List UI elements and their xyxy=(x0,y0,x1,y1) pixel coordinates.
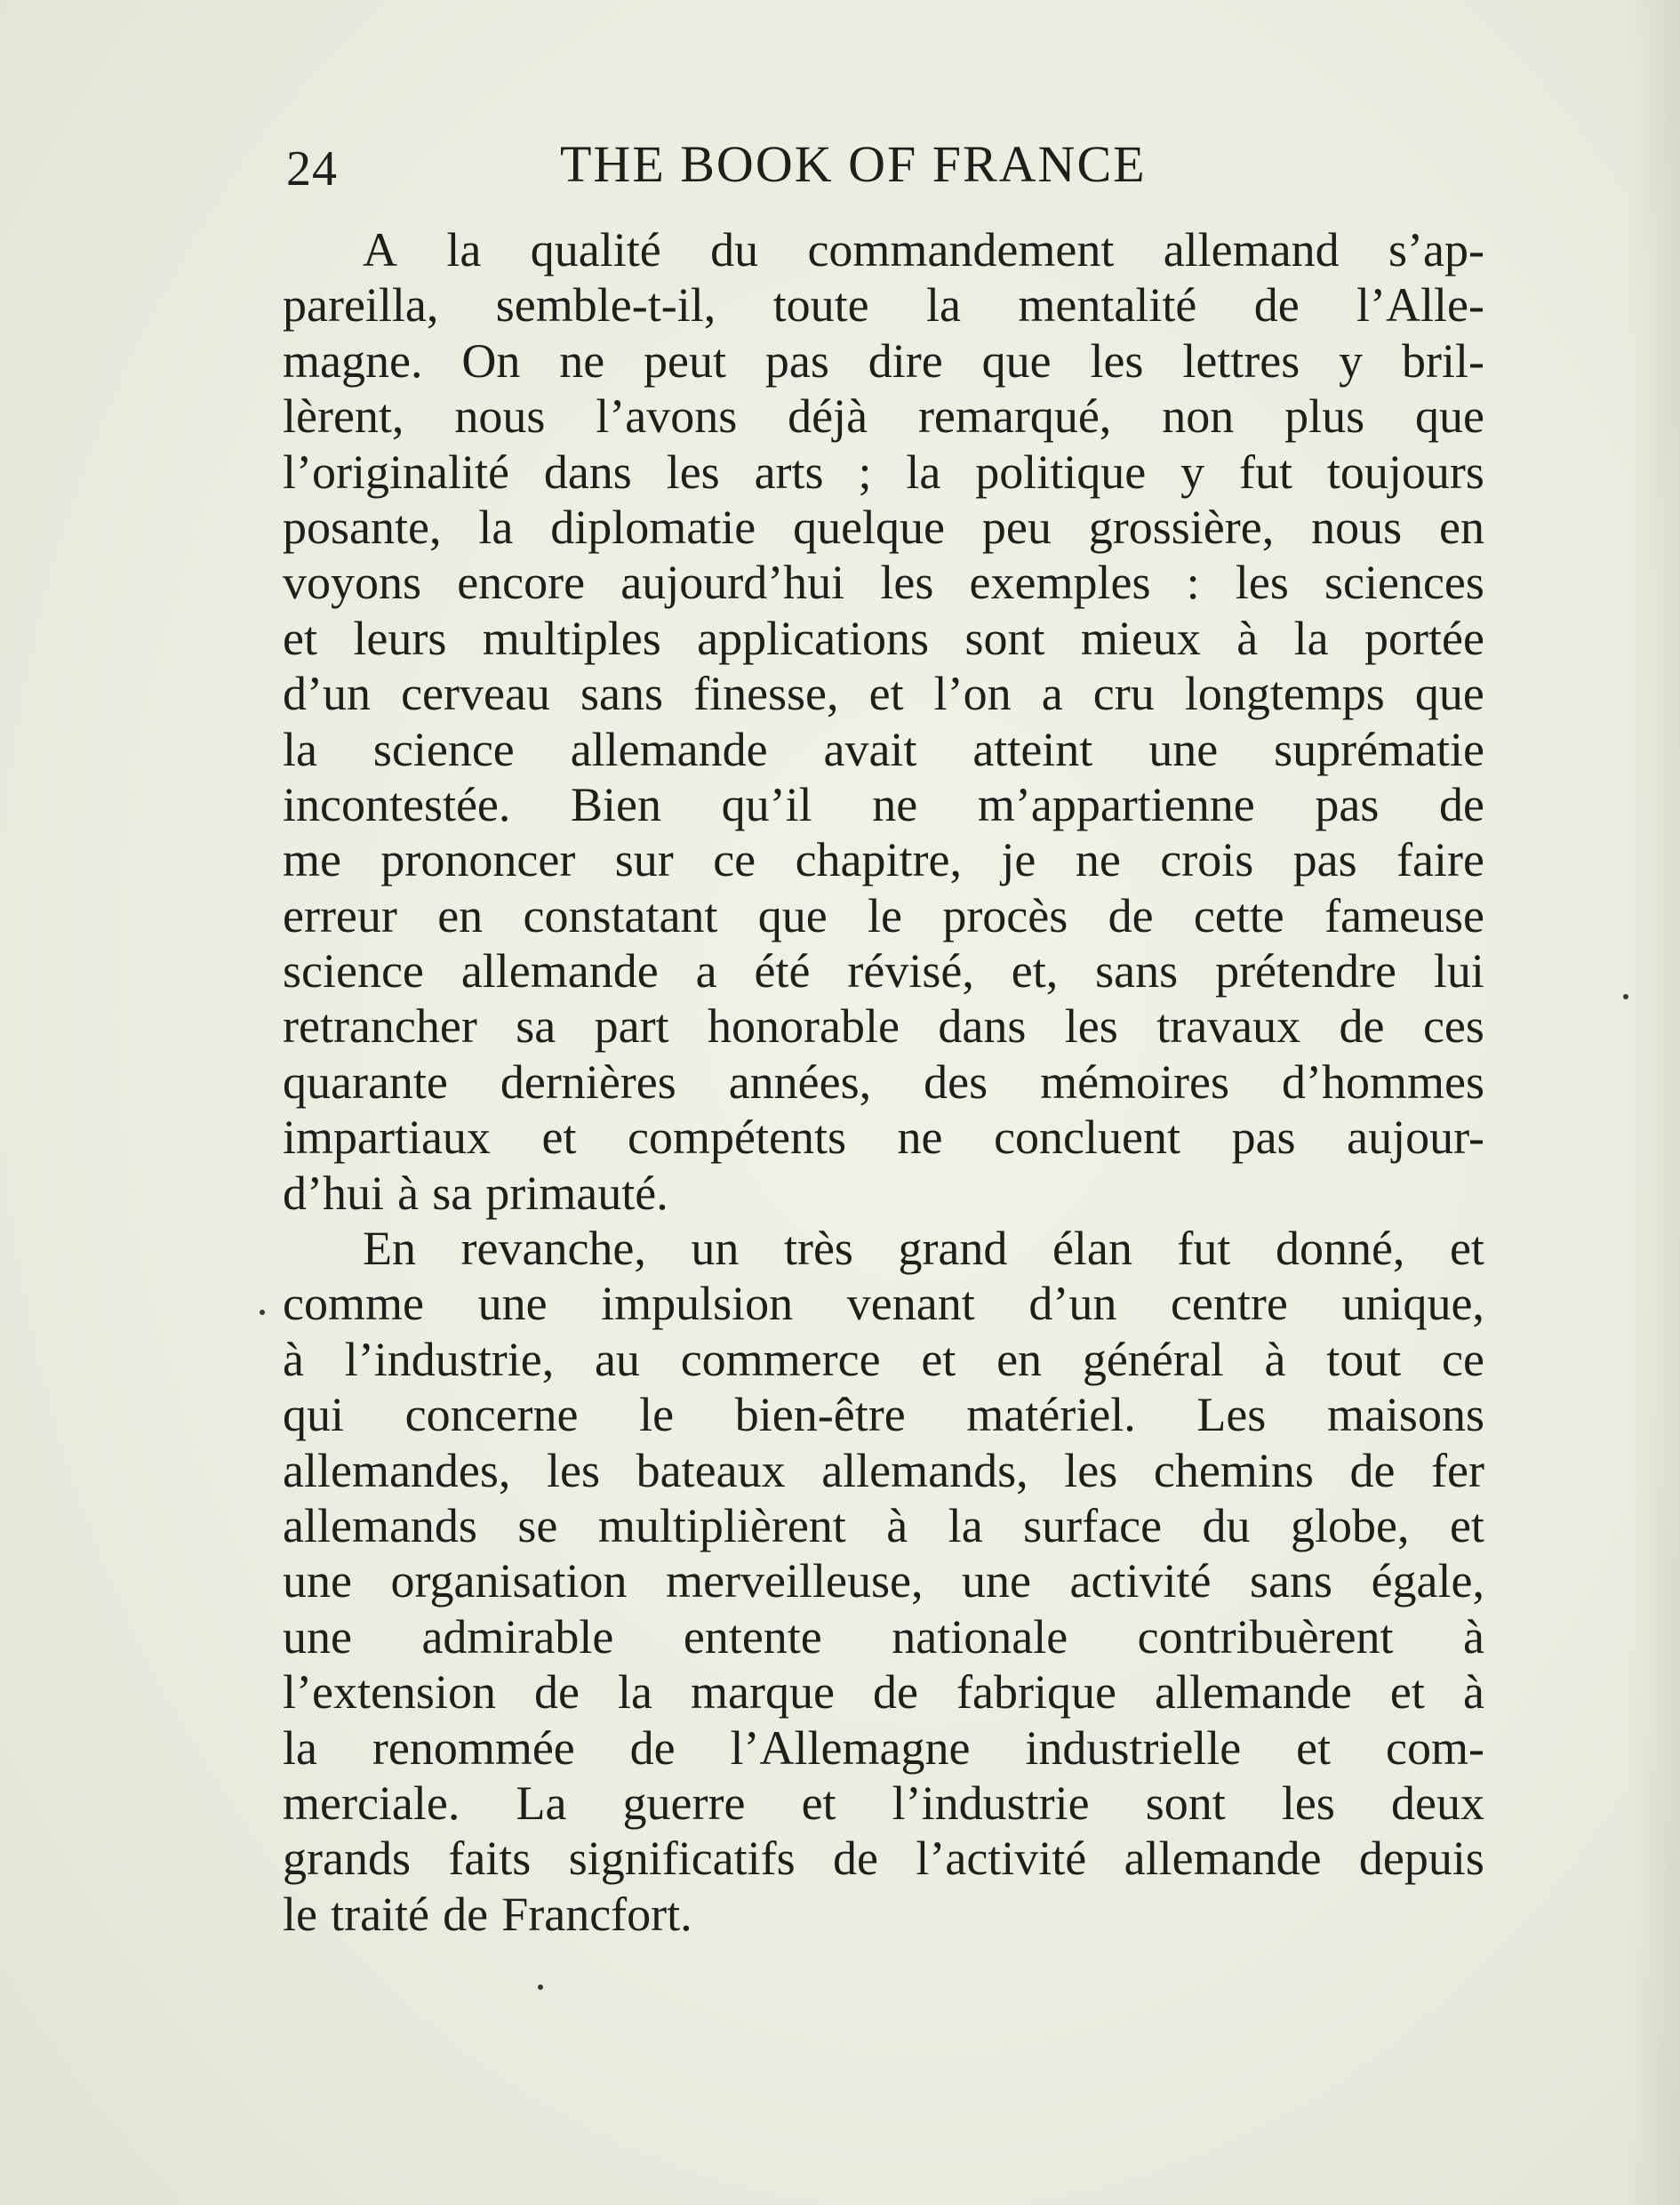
word: En xyxy=(363,1222,416,1276)
word: pas xyxy=(1231,1111,1296,1165)
word: allemands, xyxy=(821,1443,1028,1497)
word: l’on xyxy=(933,667,1012,721)
word: de xyxy=(1253,278,1300,333)
word: impartiaux xyxy=(283,1111,491,1165)
word: impulsion xyxy=(601,1277,794,1331)
word: à xyxy=(886,1498,908,1552)
word: le xyxy=(283,1887,317,1941)
word: matériel. xyxy=(966,1388,1136,1442)
word: contribuèrent xyxy=(1137,1609,1394,1664)
word: ces xyxy=(1422,999,1484,1054)
word: en xyxy=(996,1332,1043,1386)
word: l’Allemagne xyxy=(730,1720,971,1775)
word: non xyxy=(1162,389,1235,444)
word: tout xyxy=(1326,1332,1402,1386)
word: suprématie xyxy=(1274,722,1484,776)
word: lui xyxy=(1433,944,1484,998)
word: peu xyxy=(981,500,1052,554)
word: cette xyxy=(1193,888,1284,942)
text-line xyxy=(283,1720,1484,1776)
word: arts xyxy=(754,445,824,499)
word: com- xyxy=(1386,1720,1484,1775)
word: de xyxy=(1339,999,1385,1054)
word: dans xyxy=(543,445,632,499)
word: : xyxy=(1186,556,1200,610)
word: l’Alle- xyxy=(1356,278,1484,333)
word: commerce xyxy=(680,1332,881,1386)
word: la xyxy=(1293,611,1329,665)
text-line xyxy=(283,333,1484,389)
word: grossière, xyxy=(1088,500,1275,554)
word: encore xyxy=(457,556,586,610)
word: globe, xyxy=(1291,1498,1410,1552)
word: qui xyxy=(283,1388,345,1442)
word: pas xyxy=(1315,777,1380,831)
word: longtemps xyxy=(1184,667,1385,721)
text-line xyxy=(283,1110,1484,1165)
word: mieux xyxy=(1080,611,1201,665)
word: à xyxy=(1264,1332,1286,1386)
page-number: 24 xyxy=(286,141,338,196)
word: et xyxy=(1389,1665,1425,1720)
text-line xyxy=(283,1887,1484,1942)
word: qu’il xyxy=(721,777,812,831)
word: lèrent, xyxy=(283,389,404,444)
word: La xyxy=(516,1776,567,1830)
word: y xyxy=(1339,333,1364,388)
word: révisé, xyxy=(847,944,974,998)
word: et xyxy=(921,1332,956,1386)
word: prétendre xyxy=(1215,944,1396,998)
word: de xyxy=(534,1665,580,1720)
paper-speck xyxy=(538,1984,543,1990)
word: voyons xyxy=(283,556,422,610)
word: de xyxy=(1438,777,1484,831)
text-line xyxy=(283,666,1484,721)
word: revanche, xyxy=(460,1222,646,1276)
word: et xyxy=(1449,1222,1484,1276)
word: maisons xyxy=(1326,1388,1484,1442)
word: semble-t-il, xyxy=(495,278,716,333)
word: posante, xyxy=(283,500,442,554)
word: y xyxy=(1180,445,1205,499)
word: donné, xyxy=(1275,1222,1405,1276)
word: ; xyxy=(858,445,872,499)
word: concluent xyxy=(994,1111,1180,1165)
word: le xyxy=(868,888,902,942)
word: m’appartienne xyxy=(977,777,1255,831)
word: les xyxy=(1064,1443,1118,1497)
word: s’ap- xyxy=(1388,223,1484,277)
word: et xyxy=(1296,1720,1332,1775)
word: pas xyxy=(1292,833,1357,887)
text-line xyxy=(283,445,1484,500)
word: pareilla, xyxy=(283,278,439,333)
text-line xyxy=(283,1498,1484,1553)
text-line xyxy=(283,998,1484,1054)
word: l’industrie, xyxy=(344,1332,555,1386)
word: Les xyxy=(1196,1388,1267,1442)
word: fer xyxy=(1431,1443,1484,1497)
word: ne xyxy=(1075,833,1121,887)
word: deux xyxy=(1390,1776,1484,1830)
text-line xyxy=(283,222,1484,277)
word: renommée xyxy=(372,1720,575,1775)
word: toute xyxy=(772,278,869,333)
text-line xyxy=(283,1332,1484,1387)
word: qualité xyxy=(530,223,661,277)
word: pas xyxy=(764,333,829,388)
text-line xyxy=(283,1443,1484,1498)
word: les xyxy=(880,556,934,610)
word: venant xyxy=(846,1277,975,1331)
word: les xyxy=(1064,999,1118,1054)
word: lettres xyxy=(1182,333,1300,388)
text-line xyxy=(283,1387,1484,1442)
word: merciale. xyxy=(283,1776,460,1830)
word: sur xyxy=(614,833,674,887)
word: merveilleuse, xyxy=(666,1554,924,1608)
word: chapitre, xyxy=(795,833,962,887)
word: la xyxy=(478,500,514,554)
word: peut xyxy=(644,333,727,388)
text-line xyxy=(283,1553,1484,1608)
word: sa xyxy=(516,999,556,1054)
word: ne xyxy=(559,333,605,388)
word: et xyxy=(283,611,317,665)
text-line xyxy=(283,1054,1484,1110)
word: industrielle xyxy=(1025,1720,1242,1775)
word: du xyxy=(1202,1498,1251,1552)
word: portée xyxy=(1364,611,1484,665)
word: années, xyxy=(728,1054,872,1109)
word: que xyxy=(1414,667,1484,721)
word: sans xyxy=(1095,944,1179,998)
word: et xyxy=(801,1776,836,1830)
word: marque xyxy=(691,1665,835,1720)
word: que xyxy=(757,888,828,942)
word: de xyxy=(629,1720,676,1775)
paper-speck xyxy=(260,1310,265,1315)
word: des xyxy=(924,1054,988,1109)
word: un xyxy=(691,1222,740,1276)
word: remarqué, xyxy=(917,389,1112,444)
word: une xyxy=(283,1554,352,1608)
word: magne. xyxy=(283,333,423,388)
word: une xyxy=(962,1554,1031,1608)
word: l’industrie xyxy=(892,1776,1090,1830)
text-line xyxy=(283,1776,1484,1831)
word: sans xyxy=(580,667,663,721)
text-line xyxy=(283,1831,1484,1886)
text-line xyxy=(283,1609,1484,1664)
paper-speck xyxy=(1623,994,1628,999)
word: concerne xyxy=(404,1388,579,1442)
word: l’originalité xyxy=(283,445,509,499)
word: sans xyxy=(1250,1554,1333,1608)
word: aujour- xyxy=(1347,1111,1484,1165)
word: d’hui xyxy=(283,1166,384,1220)
word: ce xyxy=(1441,1332,1484,1386)
body-text xyxy=(283,222,1484,1942)
text-line xyxy=(283,832,1484,887)
word: fabrique xyxy=(956,1665,1116,1720)
word: quelque xyxy=(793,500,946,554)
word: la xyxy=(906,445,941,499)
text-line xyxy=(283,722,1484,777)
word: de xyxy=(1108,888,1154,942)
word: leurs xyxy=(353,611,447,665)
word: On xyxy=(461,333,521,388)
word: part xyxy=(594,999,669,1054)
word: allemande xyxy=(1124,1832,1322,1886)
word: significatifs xyxy=(568,1832,796,1886)
word: Bien xyxy=(571,777,662,831)
text-line xyxy=(283,555,1484,610)
word: la xyxy=(283,722,317,776)
word: que xyxy=(981,333,1052,388)
word: bateaux xyxy=(636,1443,786,1497)
word: travaux xyxy=(1156,999,1301,1054)
word: retrancher xyxy=(283,999,477,1054)
word: organisation xyxy=(390,1554,628,1608)
word: activité xyxy=(1069,1554,1212,1608)
word: faits xyxy=(448,1832,532,1886)
word: d’un xyxy=(283,667,371,721)
word: multiplièrent xyxy=(597,1498,846,1552)
word: les xyxy=(547,1443,601,1497)
word: été xyxy=(754,944,811,998)
text-line xyxy=(283,1664,1484,1720)
word: une xyxy=(1148,722,1219,776)
word: compétents xyxy=(628,1111,846,1165)
word: fut xyxy=(1177,1222,1231,1276)
word: l’extension xyxy=(283,1665,496,1720)
word: finesse, xyxy=(693,667,839,721)
text-line xyxy=(283,943,1484,998)
word: prononcer xyxy=(380,833,576,887)
word: diplomatie xyxy=(550,500,756,554)
text-line xyxy=(283,277,1484,333)
word: de xyxy=(443,1887,489,1941)
word: l’activité xyxy=(916,1832,1087,1886)
word: sciences xyxy=(1324,556,1484,610)
word: fameuse xyxy=(1324,888,1484,942)
word: procès xyxy=(942,888,1068,942)
text-line xyxy=(283,389,1484,444)
word: honorable xyxy=(708,999,900,1054)
word: erreur xyxy=(283,888,397,942)
word: la xyxy=(283,1720,317,1775)
word: à xyxy=(1236,611,1259,665)
word: applications xyxy=(697,611,930,665)
word: dernières xyxy=(500,1054,676,1109)
word: dans xyxy=(938,999,1027,1054)
word: général xyxy=(1082,1332,1224,1386)
word: de xyxy=(873,1665,918,1720)
word: cru xyxy=(1092,667,1155,721)
word: égale, xyxy=(1371,1554,1484,1608)
word: exemples xyxy=(969,556,1151,610)
word: sont xyxy=(1145,1776,1226,1830)
word: sont xyxy=(964,611,1045,665)
word: et xyxy=(1449,1498,1484,1552)
text-line xyxy=(283,777,1484,832)
word: guerre xyxy=(622,1776,746,1830)
word: allemande xyxy=(1154,1665,1352,1720)
word: constatant xyxy=(523,888,718,942)
word: et xyxy=(868,667,904,721)
word: bril- xyxy=(1402,333,1484,388)
word: le xyxy=(639,1388,675,1442)
word: faire xyxy=(1396,833,1484,887)
word: science xyxy=(283,944,424,998)
word: avait xyxy=(823,722,917,776)
word: mémoires xyxy=(1040,1054,1230,1109)
word: surface xyxy=(1023,1498,1163,1552)
word: unique, xyxy=(1341,1277,1484,1331)
word: aujourd’hui xyxy=(620,556,845,610)
word: une xyxy=(283,1609,352,1664)
word: se xyxy=(517,1498,558,1552)
word: à xyxy=(1462,1665,1484,1720)
word: de xyxy=(833,1832,878,1886)
word: chemins xyxy=(1153,1443,1314,1497)
word: A xyxy=(363,223,397,277)
word: science xyxy=(372,722,515,776)
word: à xyxy=(283,1332,304,1386)
word: l’avons xyxy=(596,389,738,444)
word: la xyxy=(446,223,482,277)
word: Francfort. xyxy=(501,1887,692,1941)
word: allemandes, xyxy=(283,1443,511,1497)
text-line xyxy=(283,888,1484,943)
word: atteint xyxy=(972,722,1093,776)
word: a xyxy=(695,944,717,998)
word: allemands xyxy=(283,1498,477,1552)
word: en xyxy=(1439,500,1484,554)
word: déjà xyxy=(788,389,868,444)
word: les xyxy=(1235,556,1289,610)
word: ce xyxy=(713,833,756,887)
word: allemand xyxy=(1163,223,1340,277)
word: cerveau xyxy=(401,667,550,721)
word: allemande xyxy=(460,944,659,998)
word: au xyxy=(594,1332,640,1386)
word: bien-être xyxy=(734,1388,906,1442)
word: politique xyxy=(975,445,1147,499)
word: admirable xyxy=(421,1609,614,1664)
word: multiples xyxy=(482,611,661,665)
word: centre xyxy=(1170,1277,1288,1331)
word: et xyxy=(541,1111,577,1165)
text-line xyxy=(283,611,1484,666)
word: ne xyxy=(872,777,918,831)
word: grands xyxy=(283,1832,411,1886)
word: que xyxy=(1415,389,1484,444)
word: dire xyxy=(868,333,943,388)
page-edge-shadow xyxy=(1627,0,1680,2205)
word: commandement xyxy=(807,223,1115,277)
word: toujours xyxy=(1326,445,1484,499)
word: plus xyxy=(1284,389,1365,444)
word: comme xyxy=(283,1277,424,1331)
word: nationale xyxy=(892,1609,1068,1664)
word: entente xyxy=(683,1609,822,1664)
word: primauté. xyxy=(485,1166,668,1220)
word: les xyxy=(1281,1776,1335,1830)
word: très xyxy=(783,1222,853,1276)
word: allemande xyxy=(570,722,768,776)
word: fut xyxy=(1238,445,1292,499)
word: du xyxy=(710,223,759,277)
word: la xyxy=(926,278,961,333)
word: de xyxy=(1349,1443,1396,1497)
word: à xyxy=(397,1166,420,1220)
text-line xyxy=(283,500,1484,555)
running-title: THE BOOK OF FRANCE xyxy=(560,135,1147,193)
word: grand xyxy=(898,1222,1008,1276)
word: élan xyxy=(1052,1222,1132,1276)
word: me xyxy=(283,833,341,887)
word: depuis xyxy=(1358,1832,1484,1886)
word: mentalité xyxy=(1018,278,1197,333)
word: je xyxy=(1001,833,1036,887)
word: ne xyxy=(897,1111,943,1165)
text-line xyxy=(283,1276,1484,1331)
word: et, xyxy=(1011,944,1059,998)
word: traité xyxy=(331,1887,430,1941)
word: quarante xyxy=(283,1054,448,1109)
word: d’hommes xyxy=(1281,1054,1484,1109)
word: en xyxy=(437,888,484,942)
word: nous xyxy=(454,389,546,444)
word: sa xyxy=(432,1166,473,1220)
word: les xyxy=(666,445,720,499)
text-line xyxy=(283,1166,1484,1221)
word: d’un xyxy=(1028,1277,1117,1331)
word: la xyxy=(618,1665,652,1720)
word: crois xyxy=(1160,833,1254,887)
word: incontestée. xyxy=(283,777,511,831)
word: à xyxy=(1463,1609,1484,1664)
word: les xyxy=(1090,333,1144,388)
word: la xyxy=(948,1498,983,1552)
word: a xyxy=(1041,667,1063,721)
word: nous xyxy=(1311,500,1403,554)
word: une xyxy=(477,1277,548,1331)
text-line xyxy=(283,1221,1484,1276)
